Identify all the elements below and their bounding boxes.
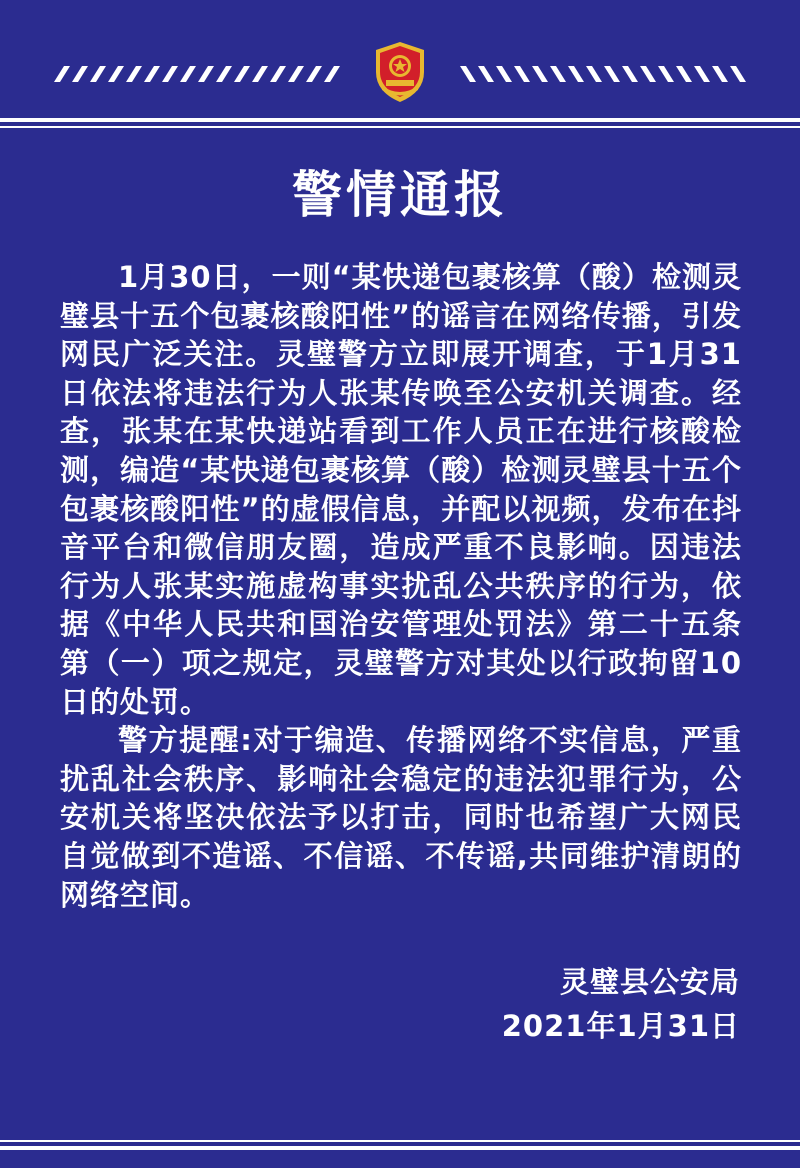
wing-stripe bbox=[532, 66, 548, 82]
header-rule-thin bbox=[0, 126, 800, 128]
wing-stripe bbox=[730, 66, 746, 82]
wing-stripe bbox=[306, 66, 322, 82]
wing-stripe bbox=[288, 66, 304, 82]
wing-stripe bbox=[198, 66, 214, 82]
left-wing-icon bbox=[48, 62, 348, 86]
wing-stripe bbox=[90, 66, 106, 82]
wing-stripe bbox=[162, 66, 178, 82]
header-rule-thick bbox=[0, 118, 800, 122]
wing-stripe bbox=[604, 66, 620, 82]
wing-stripe bbox=[72, 66, 88, 82]
wing-stripe bbox=[640, 66, 656, 82]
wing-stripe bbox=[252, 66, 268, 82]
wing-stripe bbox=[622, 66, 638, 82]
issue-date: 2021年1月31日 bbox=[501, 1009, 740, 1043]
wing-stripe bbox=[478, 66, 494, 82]
wing-stripe bbox=[234, 66, 250, 82]
wing-stripe bbox=[270, 66, 286, 82]
wing-stripe bbox=[324, 66, 340, 82]
wing-stripe bbox=[514, 66, 530, 82]
notice-body bbox=[60, 258, 742, 914]
wing-stripe bbox=[180, 66, 196, 82]
wing-stripe bbox=[460, 66, 476, 82]
wing-stripe bbox=[54, 66, 70, 82]
notice-paragraph-1: 1月30日，一则“某快递包裹核算（酸）检测灵璧县十五个包裹核酸阳性”的谣言在网络传播，引发网民广泛关注。灵璧警方立即展开调查，于1月31日依法将违法行为人张某传唤至公安机关调查。经查，张某在某快递站看到工作人员正在进行核酸检测，编造“某快递包裹核算（酸）检测灵璧县十五个包裹核酸阳性”的虚假信息，并配以视频，发布在抖音平台和微信朋友圈，造成严重不良影响。因违法行为人张某实施虚构事实扰乱公共秩序的行为，依据《中华人民共和国治安管理处罚法》第二十五条第（一）项之规定，灵璧警方对其处以行政拘留10日的处罚。 bbox=[60, 260, 742, 719]
wing-stripe bbox=[694, 66, 710, 82]
footer-rule-thick bbox=[0, 1146, 800, 1150]
notice-title: 警情通报 bbox=[292, 166, 508, 224]
police-badge-icon bbox=[366, 38, 434, 106]
wing-stripe bbox=[126, 66, 142, 82]
wing-stripe bbox=[676, 66, 692, 82]
issuer-name: 灵璧县公安局 bbox=[559, 965, 740, 999]
wing-stripe bbox=[568, 66, 584, 82]
wing-stripe bbox=[586, 66, 602, 82]
footer-rule-thin bbox=[0, 1140, 800, 1142]
wing-stripe bbox=[108, 66, 124, 82]
wing-stripe bbox=[216, 66, 232, 82]
wing-stripe bbox=[550, 66, 566, 82]
wing-stripe bbox=[496, 66, 512, 82]
signature-block bbox=[502, 960, 740, 1048]
right-wing-icon bbox=[452, 62, 752, 86]
wing-stripe bbox=[658, 66, 674, 82]
wing-stripe bbox=[144, 66, 160, 82]
notice-paragraph-2: 警方提醒:对于编造、传播网络不实信息，严重扰乱社会秩序、影响社会稳定的违法犯罪行为，公安机关将坚决依法予以打击，同时也希望广大网民自觉做到不造谣、不信谣、不传谣,共同维护清朗的网络空间。 bbox=[60, 723, 742, 912]
wing-stripe bbox=[712, 66, 728, 82]
